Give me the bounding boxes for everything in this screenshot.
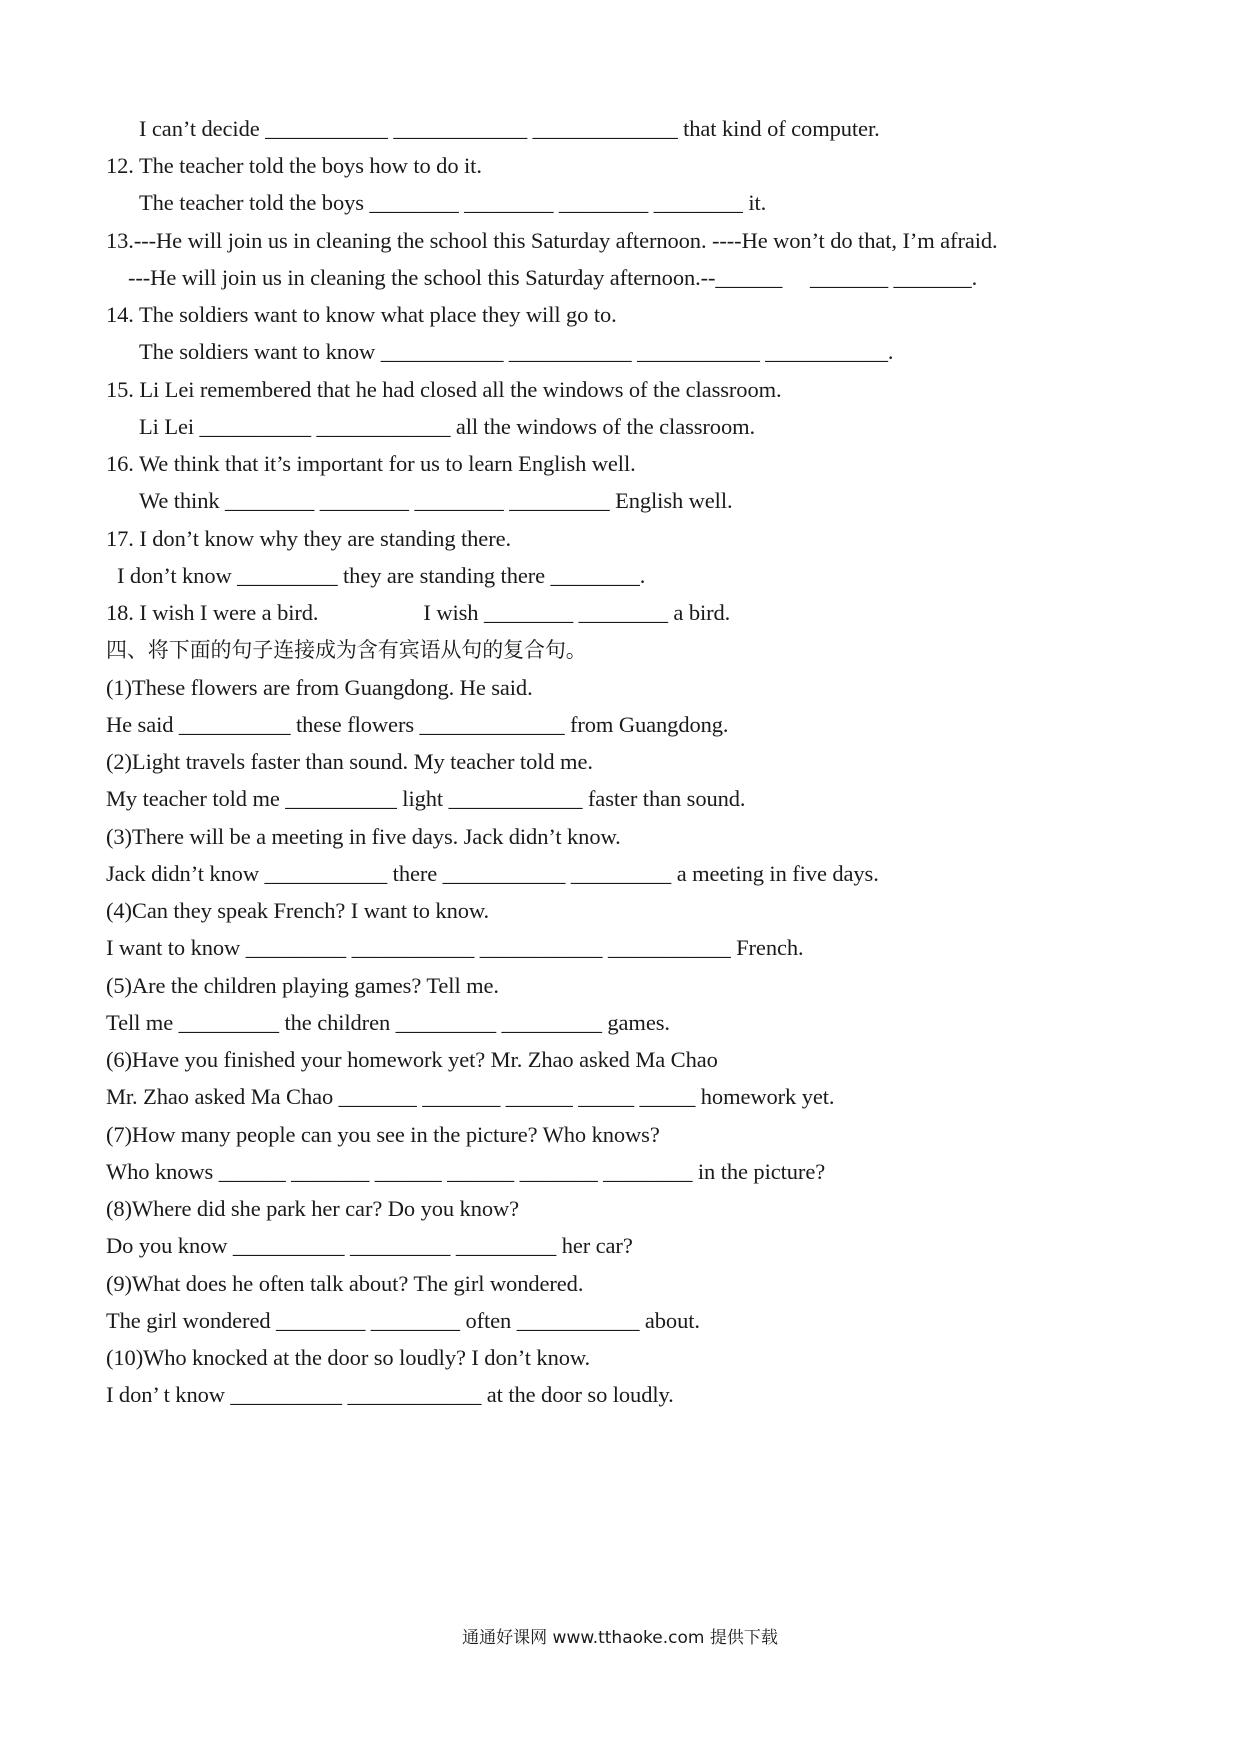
exercise-7: (7)How many people can you see in the picture? Who knows?: [106, 1122, 660, 1147]
text-line: The soldiers want to know ___________ ___________ ___________ ___________.: [139, 339, 894, 364]
question-13: 13.---He will join us in cleaning the school this Saturday afternoon. ----He won’t do that, I’m afraid.: [106, 228, 998, 253]
question-15: 15. Li Lei remembered that he had closed all the windows of the classroom.: [106, 377, 782, 402]
text-line: He said __________ these flowers _____________ from Guangdong.: [106, 712, 729, 737]
text-line: I don’t know _________ they are standing there ________.: [117, 563, 646, 588]
text-line: My teacher told me __________ light ____________ faster than sound.: [106, 786, 746, 811]
text-line: We think ________ ________ ________ _________ English well.: [139, 488, 733, 513]
text-line: Who knows ______ _______ ______ ______ _______ ________ in the picture?: [106, 1159, 826, 1184]
text-line: Jack didn’t know ___________ there ___________ _________ a meeting in five days.: [106, 861, 879, 886]
text-line: The girl wondered ________ ________ often ___________ about.: [106, 1308, 700, 1333]
question-18: 18. I wish I were a bird. I wish ________ ________ a bird.: [106, 600, 731, 625]
exercise-2: (2)Light travels faster than sound. My teacher told me.: [106, 749, 593, 774]
question-16: 16. We think that it’s important for us to learn English well.: [106, 451, 636, 476]
text-line: Tell me _________ the children _________ _________ games.: [106, 1010, 670, 1035]
exercise-4: (4)Can they speak French? I want to know.: [106, 898, 490, 923]
exercise-10: (10)Who knocked at the door so loudly? I don’t know.: [106, 1345, 591, 1370]
section-heading: 四、将下面的句子连接成为含有宾语从句的复合句。: [106, 638, 587, 662]
exercise-8: (8)Where did she park her car? Do you know?: [106, 1196, 520, 1221]
exercise-1: (1)These flowers are from Guangdong. He said.: [106, 675, 533, 700]
footer-watermark: 通通好课网 www.tthaoke.com 提供下载: [462, 1628, 778, 1648]
text-line: Do you know __________ _________ _________ her car?: [106, 1233, 633, 1258]
exercise-6: (6)Have you finished your homework yet? Mr. Zhao asked Ma Chao: [106, 1047, 718, 1072]
text-line: I don’ t know __________ ____________ at the door so loudly.: [106, 1382, 674, 1407]
exercise-3: (3)There will be a meeting in five days. Jack didn’t know.: [106, 824, 621, 849]
text-line: Mr. Zhao asked Ma Chao _______ _______ ______ _____ _____ homework yet.: [106, 1084, 835, 1109]
question-12: 12. The teacher told the boys how to do it.: [106, 153, 482, 178]
question-14: 14. The soldiers want to know what place they will go to.: [106, 302, 617, 327]
exercise-5: (5)Are the children playing games? Tell me.: [106, 973, 499, 998]
text-line: ---He will join us in cleaning the school this Saturday afternoon.--______ _______ _______.: [128, 265, 978, 290]
text-line: The teacher told the boys ________ ________ ________ ________ it.: [139, 190, 767, 215]
question-17: 17. I don’t know why they are standing there.: [106, 526, 511, 551]
text-line: I can’t decide ___________ ____________ _____________ that kind of computer.: [139, 116, 880, 141]
exercise-9: (9)What does he often talk about? The girl wondered.: [106, 1271, 584, 1296]
text-line: Li Lei __________ ____________ all the windows of the classroom.: [139, 414, 756, 439]
text-line: I want to know _________ ___________ ___________ ___________ French.: [106, 935, 804, 960]
